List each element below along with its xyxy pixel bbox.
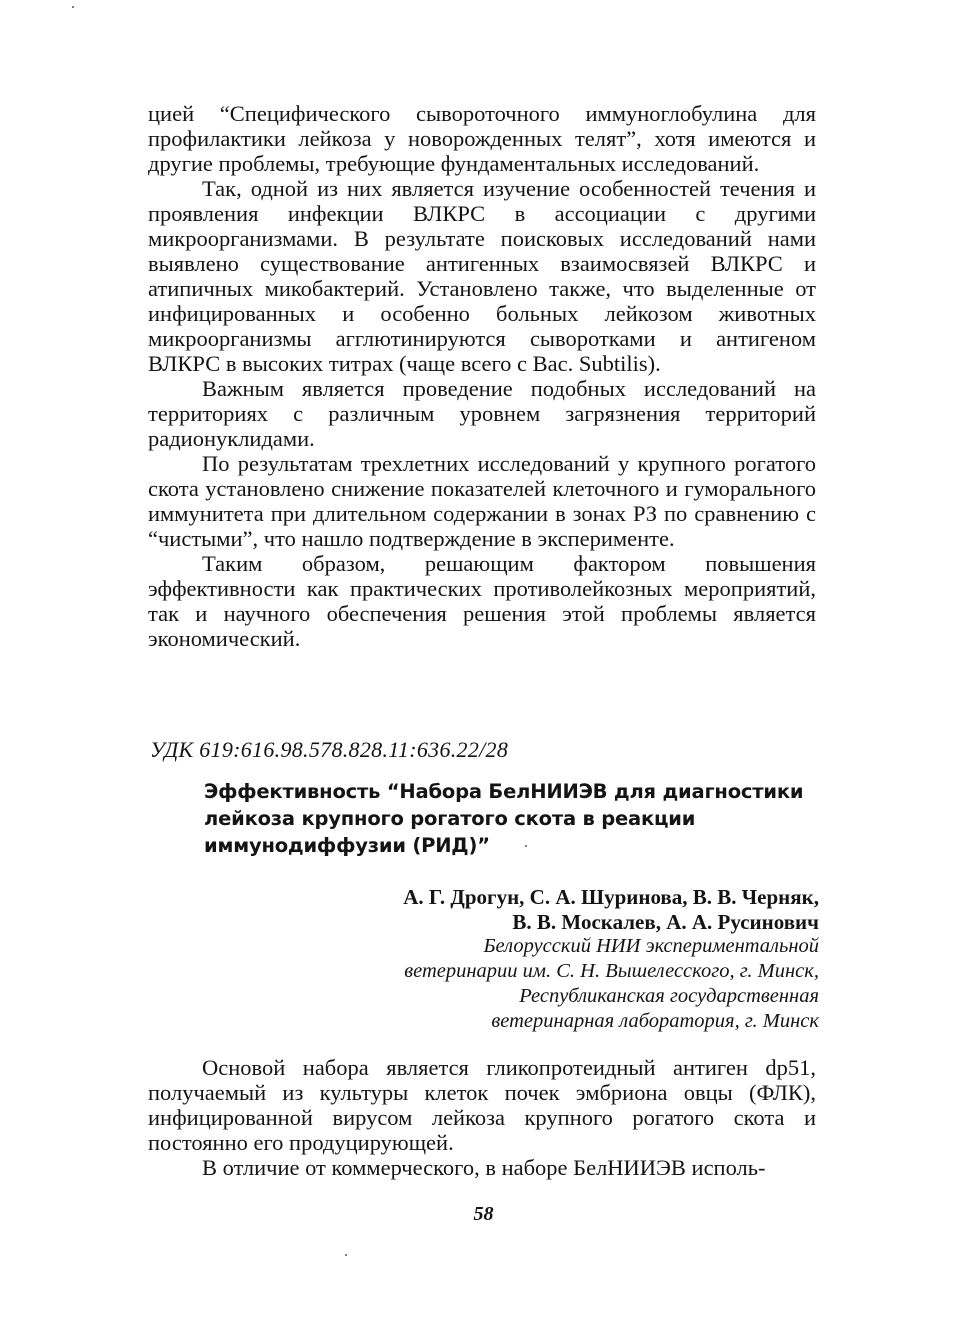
scan-speck	[525, 845, 527, 847]
paragraph-conclusion: Таким образом, решающим фактором повышения эффективности как практических противолейкозных мероприятий, так и научного обеспечения решения этой проблемы является экономический.	[148, 551, 816, 651]
authors-line-2: В. В. Москалев, А. А. Русинович	[512, 910, 819, 934]
udk-code: УДК 619:616.98.578.828.11:636.22/28	[150, 737, 509, 762]
affiliation-line-1: Белорусский НИИ экспериментальной	[483, 935, 819, 957]
affiliation-line-3: Республиканская государственная	[519, 985, 819, 1007]
paragraph-infection-study: Так, одной из них является изучение особенностей течения и проявления инфекции ВЛКРС в ассоциации с другими микроорганизмами. В результате поисковых исследований нами выявлено существование антигенных взаимосвязей ВЛКРС и атипичных микобактерий. Установлено также, что выделенные от инфицированных и особенно больных лейкозом животных микроорганизмы агглютинируются сыворотками и антигеном ВЛКРС в высоких титрах (чаще всего с Bac. Subtilis).	[148, 176, 816, 376]
body-paragraph-difference: В отличие от коммерческого, в наборе БелНИИЭВ исполь-	[202, 1155, 766, 1180]
authors-line-1: А. Г. Дрогун, С. А. Шуринова, В. В. Черняк,	[403, 885, 819, 909]
article-body	[148, 1055, 816, 1180]
affiliation	[219, 934, 819, 1034]
paragraph-continuation: цией “Специфического сывороточного иммуноглобулина для профилактики лейкоза у новорожденных телят”, хотя имеются и другие проблемы, требующие фундаментальных исследований.	[148, 101, 816, 176]
article-title: Эффективность “Набора БелНИИЭВ для диагностики лейкоза крупного рогатого скота в реакции иммунодиффузии (РИД)”	[204, 780, 804, 857]
body-paragraph-antigen: Основой набора является гликопротеидный антиген dp51, получаемый из культуры клеток почек эмбриона овцы (ФЛК), инфицированной вирусом лейкоза крупного рогатого скота и постоянно его продуцирующей.	[148, 1055, 816, 1155]
authors	[219, 885, 819, 935]
paragraph-radionuclides: Важным является проведение подобных исследований на территориях с различным уровнем загрязнения территорий радионуклидами.	[148, 376, 816, 451]
paragraph-immunity-results: По результатам трехлетних исследований у крупного рогатого скота установлено снижение показателей клеточного и гуморального иммунитета при длительном содержании в зонах РЗ по сравнению с “чистыми”, что нашло подтверждение в эксперименте.	[148, 451, 816, 551]
scan-speck	[345, 1254, 347, 1256]
top-text-block	[148, 101, 816, 651]
page-number: 58	[473, 1203, 494, 1225]
affiliation-line-2: ветеринарии им. С. Н. Вышелесского, г. Минск,	[404, 960, 819, 982]
affiliation-line-4: ветеринарная лаборатория, г. Минск	[491, 1010, 819, 1032]
scan-speck	[72, 6, 74, 8]
